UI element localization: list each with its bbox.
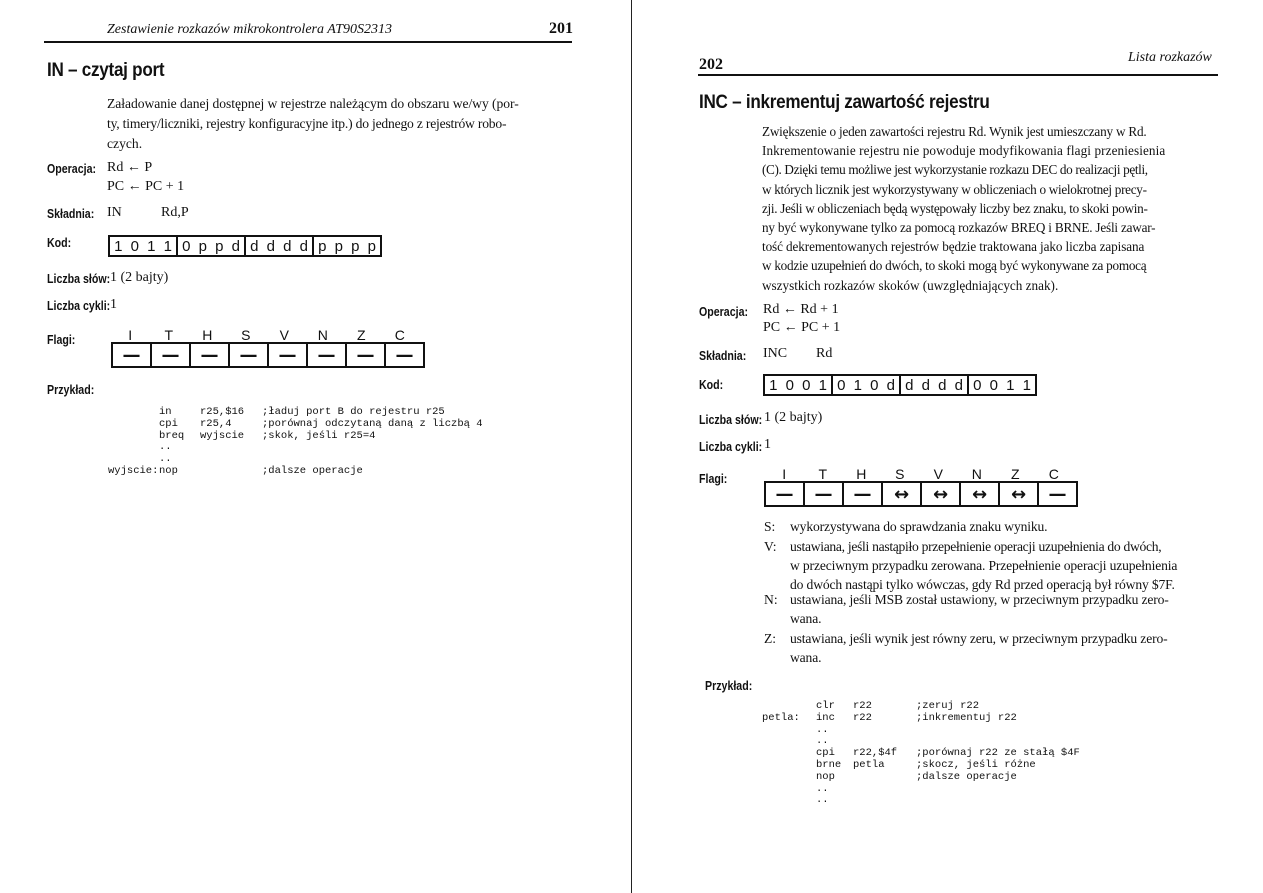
- flag-name: S: [895, 466, 905, 482]
- opcode-bit: d: [954, 377, 963, 394]
- code-args: r22,$4f: [853, 747, 898, 760]
- opcode-bit: 0: [837, 377, 846, 394]
- flag-note-text: wana.: [790, 650, 822, 665]
- syntax-mnemonic: INC: [763, 346, 788, 361]
- operation-line: Rd ← Rd + 1: [763, 302, 839, 317]
- code-comment: ;dalsze operacje: [262, 465, 363, 477]
- flag-cell: ↔: [883, 483, 922, 505]
- flag-cell: —: [844, 483, 883, 505]
- flag-note-key: Z:: [764, 631, 777, 646]
- flag-cell: —: [152, 344, 191, 366]
- flag-name: S: [241, 327, 251, 343]
- opcode-nibble: [833, 376, 901, 394]
- operation-line: Rd ← P: [107, 160, 153, 175]
- code-instr: breq: [159, 429, 185, 442]
- opcode-bit: p: [351, 238, 360, 255]
- opcode-bit: d: [921, 377, 930, 394]
- opcode-bit: 1: [1022, 377, 1031, 394]
- code-comment: ;inkrementuj r22: [916, 711, 1017, 724]
- running-title: Lista rozkazów: [1128, 50, 1212, 65]
- operation-label: Operacja:: [699, 305, 749, 319]
- opcode-bit: d: [266, 238, 275, 255]
- opcode-nibble: [246, 237, 314, 255]
- page-title: INC – inkrementuj zawartość rejestru: [699, 92, 990, 113]
- flag-cell: —: [113, 344, 152, 366]
- flag-name: I: [782, 466, 787, 482]
- flag-names: [765, 466, 1073, 482]
- opcode-bit: d: [250, 238, 259, 255]
- example-label: Przykład:: [705, 679, 753, 693]
- opcode-bit: 1: [163, 238, 172, 255]
- opcode-bit: 0: [130, 238, 139, 255]
- flag-name: H: [202, 327, 213, 343]
- code-args: r25,$16: [200, 406, 245, 418]
- flag-name: T: [818, 466, 828, 482]
- code-instr: in: [159, 406, 172, 418]
- code-comment: ;zeruj r22: [916, 700, 980, 712]
- flag-name: C: [1048, 466, 1059, 482]
- code-comment: ;skocz, jeśli różne: [916, 759, 1036, 771]
- opcode-box: [763, 374, 1037, 396]
- opcode-bit: p: [198, 238, 207, 255]
- code-instr: inc: [816, 711, 835, 724]
- opcode-box: [108, 235, 382, 257]
- code-label: wyjscie:: [108, 465, 159, 477]
- flag-table: [111, 342, 425, 368]
- description-line: w których licznik jest wykorzystywany w obliczeniach o wielokrotnej precy-: [762, 181, 1147, 197]
- opcode-bit: 1: [1006, 377, 1015, 394]
- description-line: ty, timery/liczniki, rejestry konfiguracyjne itp.) do jednego z rejestrów robo-: [107, 116, 507, 131]
- cycles-value: 1: [764, 437, 771, 452]
- operation-line: PC ← PC + 1: [107, 179, 185, 194]
- flag-cell: ↔: [922, 483, 961, 505]
- opcode-bit: 0: [973, 377, 982, 394]
- flag-note-text: wykorzystywana do sprawdzania znaku wyniku.: [790, 519, 1048, 534]
- page-right: [631, 0, 1263, 893]
- flag-cell: —: [308, 344, 347, 366]
- page-number: 201: [549, 20, 573, 37]
- words-label: Liczba słów:: [47, 272, 111, 286]
- cycles-value: 1: [110, 297, 117, 312]
- syntax-label: Składnia:: [699, 349, 747, 363]
- code-args: r22: [853, 711, 872, 724]
- code-instr: clr: [816, 700, 835, 712]
- flag-cell: —: [766, 483, 805, 505]
- code-comment: ;skok, jeśli r25=4: [262, 429, 376, 442]
- description-line: tość dekrementowanych rejestrów będzie traktowana jako liczba zapisana: [762, 239, 1145, 255]
- code-instr: cpi: [816, 747, 835, 760]
- syntax-label: Składnia:: [47, 207, 95, 221]
- operation-line: PC ← PC + 1: [763, 320, 841, 335]
- code-label: Kod:: [699, 378, 724, 392]
- code-instr: brne: [816, 759, 842, 771]
- flag-cell: —: [230, 344, 269, 366]
- code-instr: ..: [159, 453, 172, 466]
- opcode-bit: 1: [147, 238, 156, 255]
- description-line: Inkrementowanie rejestru nie powoduje modyfikowania flagi przeniesienia: [762, 143, 1166, 159]
- page-title: IN – czytaj port: [47, 60, 165, 81]
- code-label: petla:: [762, 711, 800, 724]
- running-title: Zestawienie rozkazów mikrokontrolera AT90S2313: [107, 22, 393, 37]
- header-rule: [44, 41, 572, 43]
- flag-name: H: [856, 466, 867, 482]
- code-args: wyjscie: [200, 429, 245, 442]
- description-line: wszystkich rozkazów skoków (uwzględniających znak).: [762, 277, 1059, 293]
- code-comment: ;porównaj r22 ze stałą $4F: [916, 747, 1080, 760]
- flag-note-key: S:: [764, 519, 776, 534]
- flag-name: C: [394, 327, 405, 343]
- opcode-bit: 0: [989, 377, 998, 394]
- syntax-operands: Rd: [816, 346, 833, 361]
- operation-label: Operacja:: [47, 162, 97, 176]
- description-line: Załadowanie danej dostępnej w rejestrze należącym do obszaru we/wy (por-: [107, 96, 519, 111]
- words-value: 1 (2 bajty): [110, 270, 169, 285]
- flag-cell: —: [1048, 483, 1067, 505]
- flag-name: Z: [356, 327, 366, 343]
- opcode-bit: 0: [870, 377, 879, 394]
- flag-name: N: [971, 466, 982, 482]
- description-line: (C). Dzięki temu możliwe jest wykorzystanie rozkazu DEC do realizacji pętli,: [762, 162, 1148, 178]
- code-comment: ;dalsze operacje: [916, 770, 1017, 783]
- opcode-nibble: [314, 237, 380, 255]
- code-args: petla: [853, 759, 885, 771]
- description-line: w kodzie uzupełnień do dwóch, to skoki mogą być wykonywane za pomocą: [762, 258, 1147, 274]
- words-label: Liczba słów:: [699, 413, 763, 427]
- opcode-bit: d: [886, 377, 895, 394]
- code-instr: nop: [816, 770, 835, 783]
- flag-note-key: V:: [764, 539, 777, 554]
- flag-note-text: ustawiana, jeśli MSB został ustawiony, w przeciwnym przypadku zero-: [790, 592, 1169, 607]
- opcode-bit: 0: [802, 377, 811, 394]
- description: [107, 94, 572, 154]
- opcode-nibble: [110, 237, 178, 255]
- opcode-nibble: [969, 376, 1035, 394]
- opcode-bit: d: [938, 377, 947, 394]
- opcode-bit: p: [334, 238, 343, 255]
- opcode-bit: p: [318, 238, 327, 255]
- header-rule: [698, 74, 1218, 76]
- code-instr: nop: [159, 465, 178, 477]
- flag-table: [764, 481, 1078, 507]
- opcode-bit: d: [299, 238, 308, 255]
- description-line: Zwiększenie o jeden zawartości rejestru Rd. Wynik jest umieszczany w Rd.: [762, 124, 1147, 139]
- opcode-bit: 1: [853, 377, 862, 394]
- opcode-bit: p: [215, 238, 224, 255]
- opcode-nibble: [765, 376, 833, 394]
- flag-note-text: wana.: [790, 611, 822, 626]
- syntax-mnemonic: IN: [107, 205, 122, 220]
- cycles-label: Liczba cykli:: [47, 299, 111, 313]
- flag-name: T: [164, 327, 174, 343]
- flag-name: Z: [1010, 466, 1020, 482]
- flags-label: Flagi:: [47, 333, 76, 347]
- flag-name: V: [279, 327, 289, 343]
- flag-name: I: [128, 327, 133, 343]
- example-label: Przykład:: [47, 383, 95, 397]
- flag-note-text: w przeciwnym przypadku zerowana. Przepełnienie operacji uzupełnienia: [790, 558, 1178, 573]
- opcode-bit: d: [905, 377, 914, 394]
- flag-cell: ↔: [1000, 483, 1039, 505]
- flag-names: [111, 327, 419, 343]
- code-instr: ..: [159, 441, 172, 454]
- flag-name: V: [933, 466, 943, 482]
- description-line: ny być wykonywane tylko za pomocą rozkazów BREQ i BRNE. Jeśli zawar-: [762, 220, 1156, 236]
- syntax-operands: Rd,P: [161, 205, 189, 220]
- page-left: [0, 0, 631, 893]
- flag-note-text: do dwóch nastąpi tylko wówczas, gdy Rd przed operacją był równy $7F.: [790, 577, 1175, 592]
- code-label: Kod:: [47, 236, 72, 250]
- code-instr: ..: [816, 794, 829, 807]
- code-instr: ..: [816, 735, 829, 748]
- cycles-label: Liczba cykli:: [699, 440, 763, 454]
- description-line: czych.: [107, 136, 143, 151]
- flag-cell: —: [347, 344, 386, 366]
- code-args: r25,4: [200, 417, 232, 430]
- opcode-bit: 1: [769, 377, 778, 394]
- code-comment: ;porównaj odczytaną daną z liczbą 4: [262, 417, 483, 430]
- code-comment: ;ładuj port B do rejestru r25: [262, 406, 445, 418]
- flags-label: Flagi:: [699, 472, 728, 486]
- description: [762, 122, 1220, 295]
- opcode-nibble: [901, 376, 969, 394]
- opcode-bit: d: [231, 238, 240, 255]
- code-instr: cpi: [159, 417, 178, 430]
- flag-cell: —: [269, 344, 308, 366]
- opcode-bit: 1: [818, 377, 827, 394]
- flag-cell: —: [805, 483, 844, 505]
- words-value: 1 (2 bajty): [764, 410, 823, 425]
- flag-note-text: ustawiana, jeśli nastąpiło przepełnienie operacji uzupełnienia do dwóch,: [790, 539, 1162, 554]
- flag-cell: —: [191, 344, 230, 366]
- page-number: 202: [699, 56, 723, 73]
- flag-name: N: [317, 327, 328, 343]
- opcode-bit: p: [367, 238, 376, 255]
- opcode-bit: d: [283, 238, 292, 255]
- description-line: zji. Jeśli w obliczeniach będą występowały liczby bez znaku, to skoki powin-: [762, 200, 1148, 216]
- code-instr: ..: [816, 782, 829, 795]
- flag-note-key: N:: [764, 592, 778, 607]
- flag-cell: —: [395, 344, 414, 366]
- flag-note-text: ustawiana, jeśli wynik jest równy zeru, w przeciwnym przypadku zero-: [790, 631, 1168, 646]
- opcode-bit: 0: [182, 238, 191, 255]
- code-instr: ..: [816, 723, 829, 736]
- opcode-bit: 0: [785, 377, 794, 394]
- code-args: r22: [853, 700, 872, 712]
- flag-cell: ↔: [961, 483, 1000, 505]
- opcode-nibble: [178, 237, 246, 255]
- opcode-bit: 1: [114, 238, 123, 255]
